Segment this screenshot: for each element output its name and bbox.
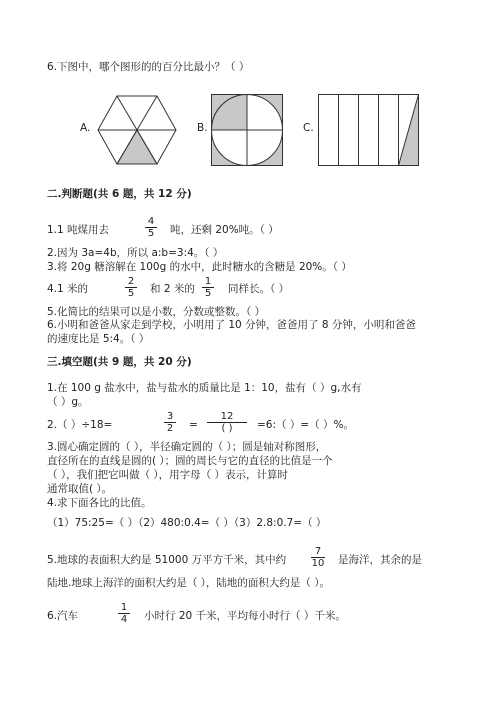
s2-q6-line2: 的速度比是 5:4。（ ） (47, 333, 150, 345)
s3-q5-pre: 5.地球的表面积大约是 51000 万平方千米，其中约 (47, 554, 287, 566)
s2-q3: 3.将 20g 糖溶解在 100g 的水中，此时糖水的含糖是 20%。（ ） (47, 261, 352, 273)
s3-q6-pre: 6.汽车 (47, 610, 79, 622)
s2-q6-line1: 6.小明和爸爸从家走到学校，小明用了 10 分钟，爸爸用了 8 分钟，小明和爸爸 (47, 319, 416, 331)
s3-q3-line2: 直径所在的直线是圆的( ）；圆的周长与它的直径的比值是一个 (47, 455, 333, 467)
s3-q5-post: 是海洋，其余的是 (338, 554, 422, 566)
s3-q2-pre: 2.（ ）÷18= (47, 419, 113, 431)
s2-q1-pre: 1.1 吨煤用去 (47, 224, 110, 236)
s3-q1-line2: （ ）g。 (47, 396, 89, 408)
s2-q5: 5.化简比的结果可以是小数，分数或整数。（ ） (47, 306, 266, 318)
s3-q5-line2: 陆地.地球上海洋的面积大约是（ ），陆地的面积大约是（ ）。 (47, 577, 331, 589)
s2-q1-post: 吨，还剩 20%吨。（ ） (170, 224, 279, 236)
s3-q3-line1: 3.圆心确定圆的（ ），半径确定圆的（ ）；圆是轴对称图形， (47, 441, 327, 453)
figure-a-hexagon (97, 95, 177, 165)
figure-c-label: C. (303, 122, 314, 134)
s3-q3-line3: （ ），我们把它叫做（ ），用字母（ ）表示，计算时 (47, 469, 289, 481)
s2-q2: 2.因为 3a=4b，所以 a:b=3:4。（ ） (47, 247, 224, 259)
s3-q4-items: （1）75:25=（ ）（2）480:0.4=（ ）（3）2.8:0.7=（ ） (47, 517, 327, 529)
s3-q3-line4: 通常取值( ）。 (47, 483, 113, 495)
figure-a-label: A. (80, 122, 91, 134)
s3-q2-post: =6:（ ）=（ ）%。 (257, 419, 354, 431)
section3-title: 三.填空题(共 9 题，共 20 分) (47, 356, 192, 368)
figure-c-rectangle (318, 94, 419, 166)
s3-q6-fraction: $\frac{1}{4}$ (118, 602, 130, 625)
s2-q4-mid: 和 2 米的 (150, 283, 195, 295)
s2-q1-fraction: $\frac{4}{5}$ (145, 216, 157, 239)
figure-b-label: B. (197, 122, 208, 134)
s2-q4-pre: 4.1 米的 (47, 283, 89, 295)
section2-title: 二.判断题(共 6 题，共 12 分) (47, 188, 192, 200)
s3-q2-equals: = (189, 419, 198, 431)
s2-q4-post: 同样长。（ ） (228, 283, 290, 295)
s3-q2-fraction-1: $\frac{3}{2}$ (164, 411, 176, 434)
s2-q4-fraction-2: $\frac{1}{5}$ (202, 276, 214, 299)
figure-b-circle-square (211, 94, 283, 166)
s2-q4-fraction-1: $\frac{2}{5}$ (125, 276, 137, 299)
s3-q4: 4.求下面各比的比值。 (47, 497, 152, 509)
q6-question: 6.下图中，哪个图形的的百分比最小？（ ） (47, 61, 250, 73)
s3-q1-line1: 1.在 100 g 盐水中，盐与盐水的质量比是 1：10，盐有（ ）g,水有 (47, 382, 362, 394)
s3-q2-fraction-2: 12 ( ) (207, 411, 247, 434)
s3-q6-post: 小时行 20 千米，平均每小时行（ ）千米。 (144, 610, 346, 622)
s3-q5-fraction: $\frac{7}{10}$ (311, 546, 325, 569)
